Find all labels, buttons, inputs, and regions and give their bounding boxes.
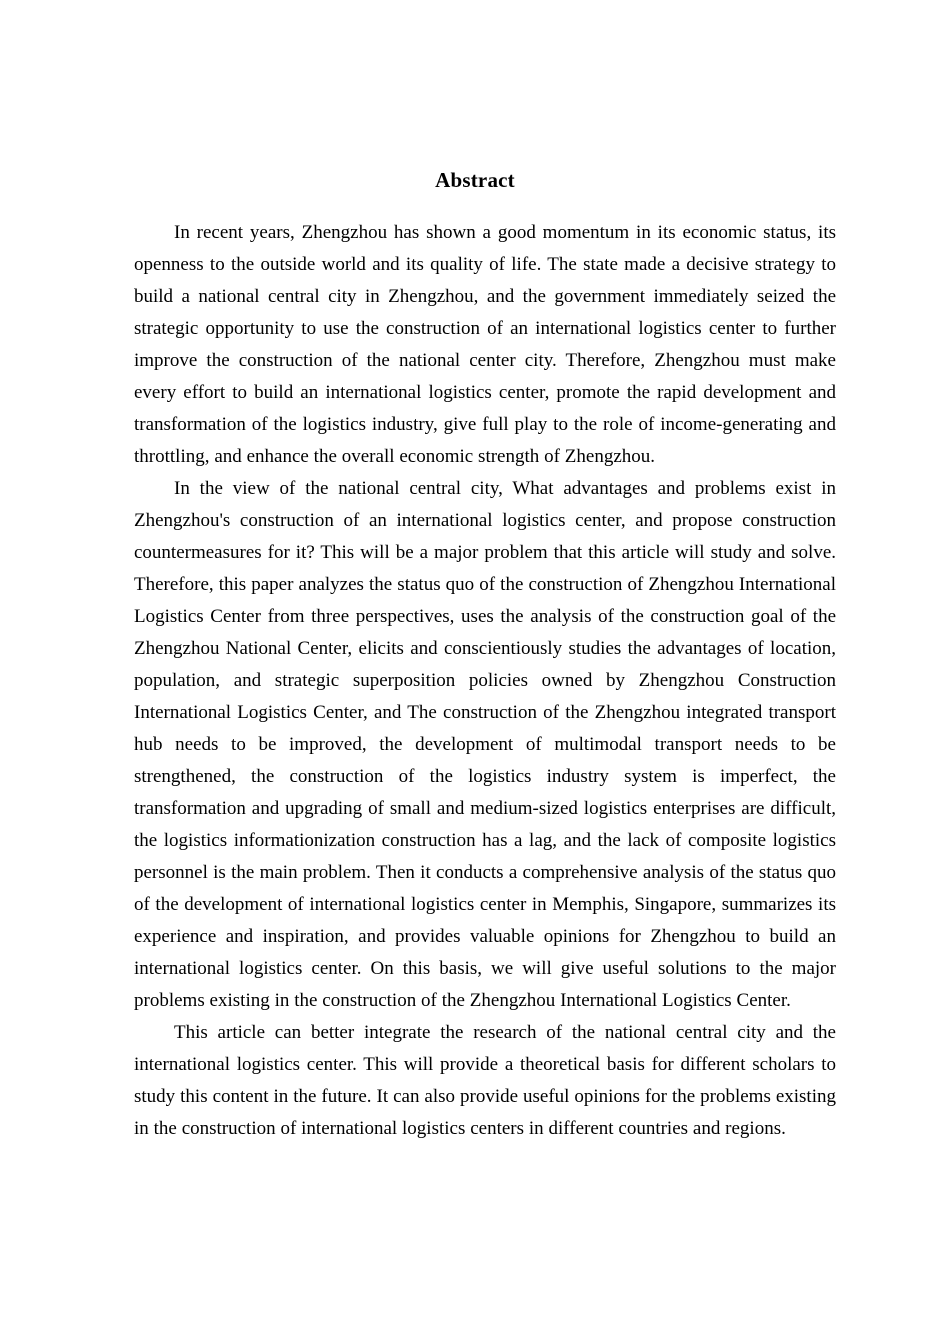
abstract-body bbox=[134, 217, 836, 1145]
abstract-paragraph-1: In recent years, Zhengzhou has shown a good momentum in its economic status, its openness to the outside world and its quality of life. The state made a decisive strategy to build a national central city in Zhengzhou, and the government immediately seized the strategic opportunity to use the construction of an international logistics center to further improve the construction of the national center city. Therefore, Zhengzhou must make every effort to build an international logistics center, promote the rapid development and transformation of the logistics industry, give full play to the role of income-generating and throttling, and enhance the overall economic strength of Zhengzhou. bbox=[134, 222, 836, 467]
page-title: Abstract bbox=[435, 168, 515, 193]
abstract-paragraph-3: This article can better integrate the research of the national central city and the international logistics center. This will provide a theoretical basis for different scholars to study this content in the future. It can also provide useful opinions for the problems existing in the construction of international logistics centers in different countries and regions. bbox=[134, 1022, 836, 1139]
abstract-paragraph-2: In the view of the national central city, What advantages and problems exist in Zhengzhou's construction of an international logistics center, and propose construction countermeasures for it? This will be a major problem that this article will study and solve. Therefore, this paper analyzes the status quo of the construction of Zhengzhou International Logistics Center from three perspectives, uses the analysis of the construction goal of the Zhengzhou National Center, elicits and conscientiously studies the advantages of location, population, and strategic superposition policies owned by Zhengzhou Construction International Logistics Center, and The construction of the Zhengzhou integrated transport hub needs to be improved, the development of multimodal transport needs to be strengthened, the construction of the logistics industry system is imperfect, the transformation and upgrading of small and medium-sized logistics enterprises are difficult, the logistics informationization construction has a lag, and the lack of composite logistics personnel is the main problem. Then it conducts a comprehensive analysis of the status quo of the development of international logistics center in Memphis, Singapore, summarizes its experience and inspiration, and provides valuable opinions for Zhengzhou to build an international logistics center. On this basis, we will give useful solutions to the major problems existing in the construction of the Zhengzhou International Logistics Center. bbox=[134, 478, 836, 1011]
